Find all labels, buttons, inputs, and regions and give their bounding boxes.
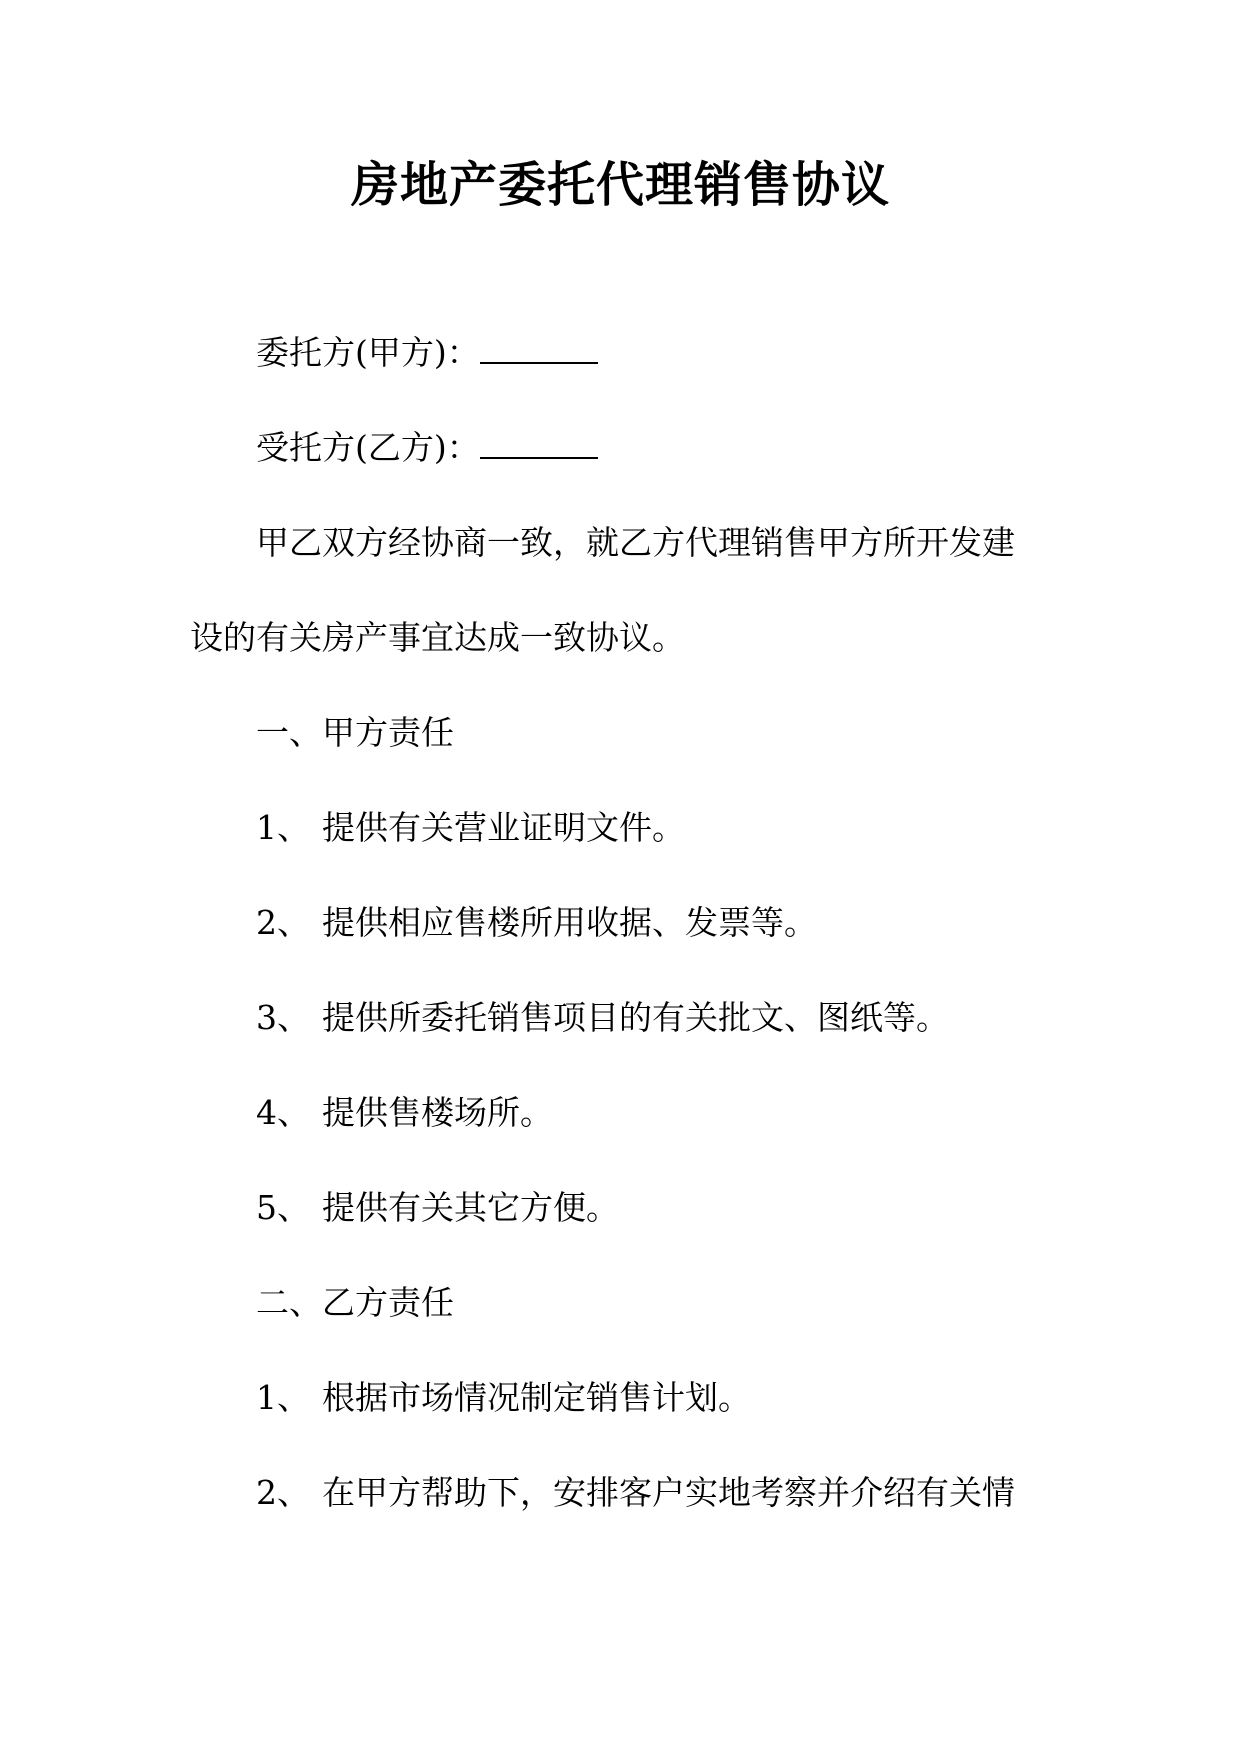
section1-item <box>190 1065 1030 1160</box>
document-title: 房地产委托代理销售协议 <box>350 157 890 213</box>
section1-item <box>190 780 1030 875</box>
intro-paragraph: 甲乙双方经协商一致，就乙方代理销售甲方所开发建设的有关房产事宜达成一致协议。 <box>190 523 1015 657</box>
party-b-label: 受托方(乙方)： <box>256 428 480 467</box>
section2-item <box>190 1350 1030 1445</box>
item-number: 2、 <box>256 1473 310 1512</box>
party-b-blank <box>480 431 598 459</box>
item-text: 提供相应售楼所用收据、发票等。 <box>322 903 817 942</box>
item-number: 1、 <box>256 1378 310 1417</box>
section2-item <box>190 1445 1030 1540</box>
item-number: 5、 <box>256 1188 310 1227</box>
item-text: 提供有关营业证明文件。 <box>322 808 685 847</box>
item-number: 4、 <box>256 1093 310 1132</box>
section2-heading: 二、乙方责任 <box>256 1283 454 1322</box>
item-number: 3、 <box>256 998 310 1037</box>
item-text: 提供所委托销售项目的有关批文、图纸等。 <box>322 998 949 1037</box>
party-a-label: 委托方(甲方)： <box>256 333 480 372</box>
section1-item <box>190 875 1030 970</box>
item-text: 提供有关其它方便。 <box>322 1188 619 1227</box>
section1-item <box>190 970 1030 1065</box>
item-number: 1、 <box>256 808 310 847</box>
item-text: 根据市场情况制定销售计划。 <box>322 1378 751 1417</box>
section1-heading: 一、甲方责任 <box>256 713 454 752</box>
item-number: 2、 <box>256 903 310 942</box>
item-text: 提供售楼场所。 <box>322 1093 553 1132</box>
item-text: 在甲方帮助下，安排客户实地考察并介绍有关情 <box>322 1473 1015 1512</box>
section1-item <box>190 1160 1030 1255</box>
party-a-blank <box>480 336 598 364</box>
document-body <box>190 305 1030 1540</box>
party-b-line <box>190 400 1030 495</box>
party-a-line <box>190 305 1030 400</box>
